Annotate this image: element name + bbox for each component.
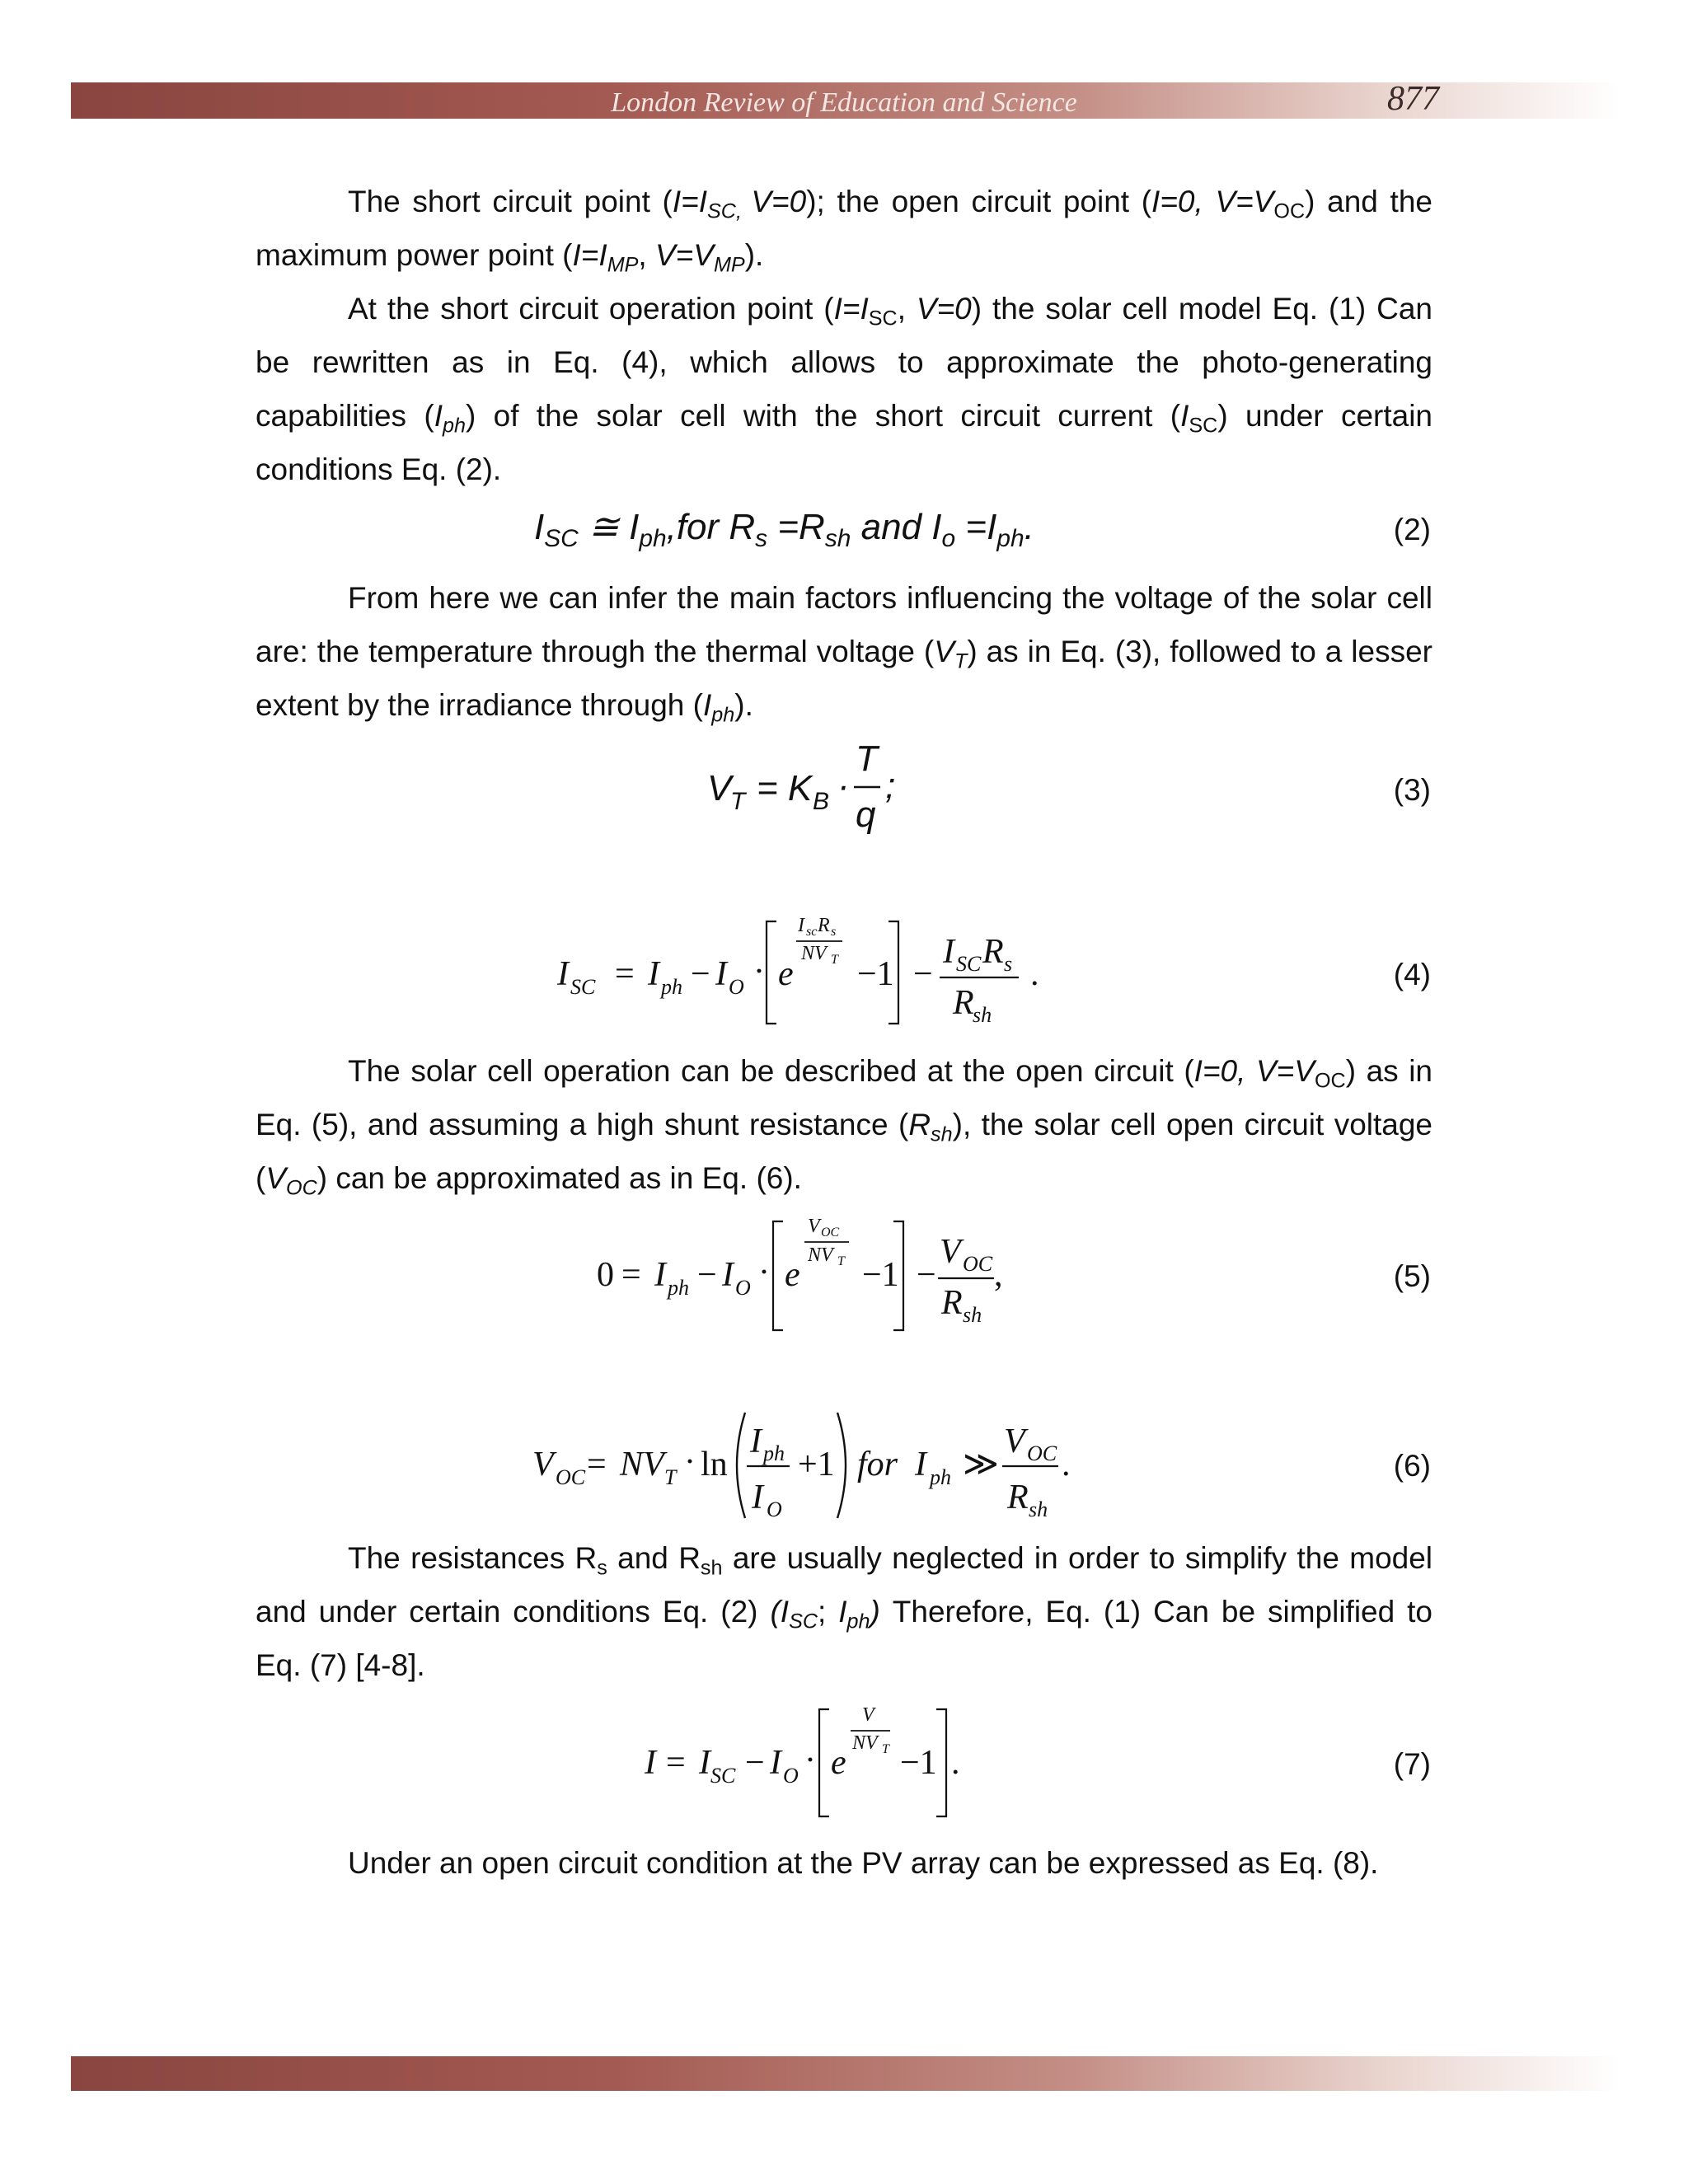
- svg-text:SC: SC: [956, 952, 982, 976]
- svg-text:R: R: [818, 915, 830, 936]
- svg-text:I: I: [722, 1256, 734, 1294]
- equation-4-left-bracket: [767, 921, 776, 1024]
- svg-text:I: I: [557, 955, 569, 993]
- svg-text:=: =: [666, 1744, 686, 1782]
- equation-4: [0, 907, 1688, 1030]
- svg-text:NV: NV: [801, 943, 827, 964]
- svg-text:B: B: [813, 788, 830, 815]
- svg-text:R: R: [982, 933, 1004, 971]
- paragraph-5: The resistances $R_s$ and $R_{sh}$ are usually neglected in order to simplify the model and under certain conditions Eq. (2) ($I_{SC}$; $I_{ph}$) Therefore, Eq. (1) Can be simplified to Eq. (7) [4-8].: [256, 1541, 1433, 1682]
- svg-text:;: ;: [885, 766, 896, 806]
- equation-4-svg: [0, 907, 1688, 1030]
- svg-text:OC: OC: [556, 1465, 586, 1489]
- paragraph-3: From here we can infer the main factors influencing the voltage of the solar cell are: the temperature through the thermal voltage $(V_T)$ as in Eq. (3), followed to a lesser extent by the irradiance through $(I_{ph})$.: [256, 581, 1432, 727]
- svg-text:V: V: [707, 768, 732, 808]
- svg-text:.: .: [951, 1744, 960, 1782]
- svg-text:I: I: [770, 1744, 781, 1782]
- equation-2-body: $I_{SC}$ ≅ $I_{ph},for$ $R_s =R_{sh}$ and $I_o =I_{ph}$.: [534, 507, 1034, 552]
- svg-text:O: O: [767, 1497, 782, 1521]
- svg-text:= K: = K: [757, 768, 813, 808]
- svg-text:ln: ln: [701, 1446, 728, 1483]
- svg-text:=: =: [587, 1446, 607, 1483]
- svg-text:sh: sh: [1029, 1497, 1048, 1521]
- svg-text:+1: +1: [798, 1446, 835, 1483]
- svg-text:V: V: [940, 1233, 961, 1271]
- svg-text:.: .: [1030, 955, 1039, 993]
- equation-3-svg: [0, 733, 1688, 841]
- equation-2-number: (2): [1393, 513, 1431, 546]
- svg-text:e: e: [831, 1744, 846, 1782]
- svg-text:·: ·: [753, 953, 765, 991]
- svg-text:e: e: [785, 1256, 800, 1294]
- svg-text:sc: sc: [806, 925, 818, 939]
- svg-text:−1: −1: [857, 955, 894, 993]
- paragraph-6: Under an open circuit condition at the PV array can be expressed as Eq. (8).: [348, 1846, 1379, 1880]
- svg-text:I: I: [798, 915, 804, 936]
- svg-text:V: V: [808, 1216, 820, 1237]
- svg-text:OC: OC: [963, 1252, 993, 1276]
- equation-5-left-bracket: [773, 1221, 783, 1330]
- svg-text:SC: SC: [570, 975, 596, 999]
- svg-text:I: I: [750, 1422, 762, 1460]
- equation-5-number: (5): [1393, 1259, 1431, 1293]
- svg-text:for: for: [857, 1446, 898, 1483]
- svg-text:T: T: [837, 1254, 845, 1268]
- svg-text:q: q: [856, 794, 876, 835]
- svg-text:SC: SC: [710, 1764, 736, 1788]
- svg-text:0: 0: [597, 1256, 614, 1294]
- svg-text:I: I: [654, 1256, 666, 1294]
- svg-text:V: V: [532, 1446, 554, 1483]
- svg-text:OC: OC: [821, 1226, 840, 1240]
- equation-7-svg: [0, 1698, 1688, 1821]
- svg-text:=: =: [621, 1256, 641, 1294]
- svg-text:·: ·: [804, 1741, 816, 1779]
- footer-bar: [71, 2056, 1620, 2091]
- page-number: 877: [1387, 80, 1439, 118]
- svg-text:V: V: [862, 1704, 874, 1726]
- svg-text:I: I: [943, 933, 954, 971]
- paragraph-2: At the short circuit operation point ($I=I_{SC}$, V=0) the solar cell model Eq. (1) Can be rewritten as in Eq. (4), which allows to approximate the photo-generating capabilities $(I_{ph})$ of the solar cell with the short circuit current $(I_{SC})$ under certain conditions Eq. (2).: [256, 292, 1433, 486]
- equation-5-svg: [0, 1212, 1688, 1335]
- svg-text:s: s: [831, 925, 837, 939]
- svg-text:R: R: [953, 984, 974, 1022]
- svg-text:R: R: [1007, 1479, 1029, 1516]
- svg-text:NV: NV: [852, 1732, 878, 1754]
- svg-text:·: ·: [758, 1254, 770, 1291]
- svg-text:−: −: [697, 1256, 717, 1294]
- equation-6-left-paren: [737, 1413, 745, 1518]
- svg-text:O: O: [735, 1276, 751, 1300]
- equation-6-number: (6): [1393, 1449, 1431, 1483]
- svg-text:I: I: [699, 1744, 710, 1782]
- svg-text:s: s: [1004, 952, 1013, 976]
- svg-text:O: O: [729, 975, 744, 999]
- svg-text:T: T: [882, 1742, 889, 1756]
- equation-5: [0, 1212, 1688, 1335]
- svg-text:T: T: [831, 953, 838, 967]
- svg-text:R: R: [941, 1284, 963, 1322]
- svg-text:≫: ≫: [963, 1446, 999, 1483]
- paragraph-1: The short circuit point ($I=I_{SC,}$ V=0); the open circuit point (I=0, $V=V_{OC}$) and the maximum power point ($I=I_{MP}$, $V=V_{MP}$).: [256, 185, 1432, 277]
- svg-text:sh: sh: [963, 1303, 982, 1327]
- equation-2: [0, 503, 1688, 560]
- svg-text:ph: ph: [661, 975, 682, 999]
- svg-text:−1: −1: [862, 1256, 899, 1294]
- svg-text:−1: −1: [900, 1744, 937, 1782]
- svg-text:T: T: [856, 738, 878, 779]
- svg-text:T: T: [664, 1465, 677, 1489]
- equation-7-number: (7): [1393, 1747, 1431, 1781]
- equation-7-left-bracket: [819, 1709, 829, 1816]
- svg-text:=: =: [615, 955, 635, 993]
- svg-text:V: V: [1004, 1422, 1025, 1460]
- journal-title: London Review of Education and Science: [611, 87, 1077, 118]
- svg-text:.: .: [1062, 1446, 1071, 1483]
- svg-text:·: ·: [684, 1443, 696, 1481]
- svg-text:,: ,: [994, 1256, 1003, 1294]
- equation-6: [0, 1408, 1688, 1523]
- equation-4-number: (4): [1393, 958, 1431, 991]
- svg-text:·: ·: [837, 766, 850, 806]
- svg-text:sh: sh: [973, 1003, 992, 1027]
- svg-text:e: e: [778, 955, 794, 993]
- equation-7-right-bracket: [936, 1709, 946, 1816]
- svg-text:I: I: [648, 955, 659, 993]
- svg-text:NV: NV: [808, 1244, 833, 1266]
- paragraph-4: The solar cell operation can be described at the open circuit (I=0, $V=V_{OC}$) as in Eq. (5), and assuming a high shunt resistance $(R_{sh})$, the solar cell open circuit voltage $(V_{OC})$ can be approximated as in Eq. (6).: [256, 1054, 1433, 1200]
- svg-text:−: −: [917, 1256, 936, 1294]
- svg-text:NV: NV: [620, 1446, 664, 1483]
- svg-text:T: T: [730, 788, 746, 815]
- svg-text:−: −: [691, 955, 710, 993]
- svg-text:−: −: [913, 955, 933, 993]
- svg-text:ph: ph: [930, 1465, 951, 1489]
- svg-text:OC: OC: [1027, 1441, 1057, 1465]
- svg-text:I: I: [715, 955, 727, 993]
- equation-6-right-paren: [837, 1413, 846, 1518]
- svg-text:I: I: [915, 1446, 926, 1483]
- svg-text:−: −: [745, 1744, 765, 1782]
- equation-3-number: (3): [1393, 773, 1431, 807]
- svg-text:ph: ph: [668, 1276, 689, 1300]
- svg-text:ph: ph: [763, 1441, 785, 1465]
- equation-7: [0, 1698, 1688, 1821]
- equation-3: [0, 733, 1688, 841]
- svg-text:O: O: [783, 1764, 799, 1788]
- equation-6-svg: [0, 1408, 1688, 1523]
- svg-text:I: I: [645, 1744, 656, 1782]
- svg-text:I: I: [752, 1479, 763, 1516]
